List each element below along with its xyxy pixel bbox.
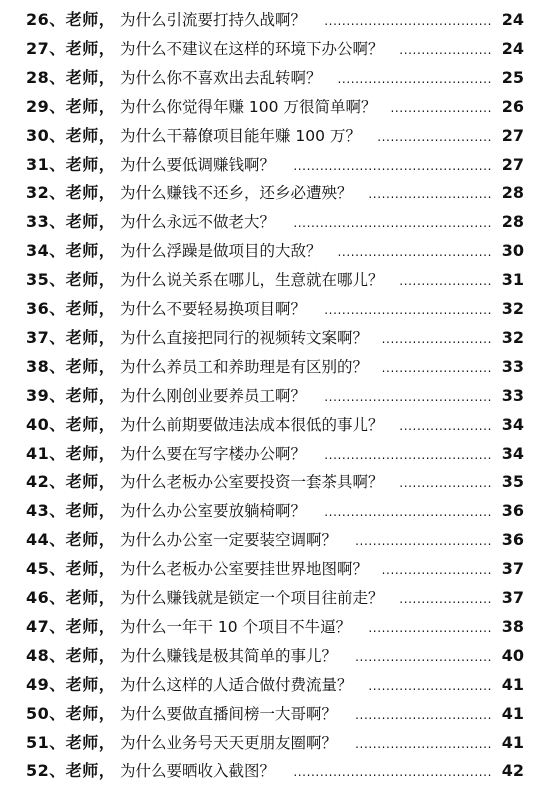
toc-entry-title: 为什么直接把同行的视频转文案啊？ xyxy=(120,328,369,347)
toc-entry-page-number: 40 xyxy=(501,645,524,665)
toc-entry-title: 为什么引流要打持久战啊？ xyxy=(120,11,307,29)
toc-entry-number: 36、老师， xyxy=(26,299,116,318)
toc-entry-number: 34、老师， xyxy=(26,241,116,261)
toc-entry[interactable] xyxy=(0,440,540,470)
toc-entry-number: 43、老师， xyxy=(26,501,116,521)
toc-dot-leader: ............................... xyxy=(355,707,492,722)
toc-entry-page-number: 24 xyxy=(501,10,524,29)
toc-dot-leader: ..................... xyxy=(399,42,492,57)
toc-entry-title: 为什么赚钱就是锁定一个项目往前走？ xyxy=(120,589,384,607)
toc-entry-number: 29、老师， xyxy=(26,96,116,116)
toc-entry-title: 为什么老板办公室要挂世界地图啊？ xyxy=(120,560,369,579)
toc-entry[interactable] xyxy=(0,122,540,152)
toc-entry[interactable] xyxy=(0,613,540,643)
toc-entry[interactable] xyxy=(0,237,540,267)
toc-entry[interactable] xyxy=(0,208,540,238)
toc-entry-page-number: 41 xyxy=(501,674,524,694)
toc-dot-leader: ......................... xyxy=(381,360,492,375)
toc-entry-number: 42、老师， xyxy=(26,472,116,492)
toc-entry-number: 27、老师， xyxy=(26,38,116,58)
toc-entry-title: 为什么业务号天天更朋友圈啊？ xyxy=(120,733,338,752)
toc-entry-page-number: 38 xyxy=(501,616,524,636)
toc-dot-leader: ...................................... xyxy=(324,447,492,462)
toc-dot-leader: ......................... xyxy=(381,563,492,578)
toc-entry-page-number: 41 xyxy=(501,703,524,723)
toc-entry-page-number: 27 xyxy=(501,125,524,145)
toc-entry-number: 35、老师， xyxy=(26,270,116,290)
toc-entry-title: 为什么一年干 10 个项目不牛逼？ xyxy=(120,617,352,636)
toc-dot-leader: ................................... xyxy=(337,245,492,260)
toc-entry-page-number: 32 xyxy=(501,299,524,318)
toc-entry[interactable] xyxy=(0,35,540,65)
toc-entry-title: 为什么刚创业要养员工啊？ xyxy=(120,386,307,405)
toc-entry-page-number: 37 xyxy=(501,559,524,579)
toc-entry-number: 52、老师， xyxy=(26,761,116,781)
toc-entry-number: 32、老师， xyxy=(26,183,116,203)
toc-entry[interactable] xyxy=(0,295,540,325)
toc-dot-leader: ..................... xyxy=(399,418,492,433)
toc-entry-page-number: 28 xyxy=(501,183,524,203)
toc-dot-leader: ............................... xyxy=(355,736,492,751)
toc-entry-number: 50、老师， xyxy=(26,703,116,723)
toc-entry-number: 28、老师， xyxy=(26,67,116,87)
toc-entry[interactable] xyxy=(0,64,540,94)
toc-entry-page-number: 34 xyxy=(501,443,524,463)
toc-entry-title: 为什么不要轻易换项目啊？ xyxy=(120,300,307,318)
toc-entry[interactable] xyxy=(0,179,540,209)
toc-entry[interactable] xyxy=(0,584,540,614)
toc-entry-title: 为什么不建议在这样的环境下办公啊？ xyxy=(120,39,384,58)
toc-entry-number: 26、老师， xyxy=(26,10,116,29)
toc-dot-leader: ............................... xyxy=(355,649,492,664)
toc-entry-title: 为什么永远不做老大？ xyxy=(120,213,276,232)
toc-entry-page-number: 33 xyxy=(501,356,524,376)
toc-dot-leader: ............................... xyxy=(355,534,492,549)
toc-entry[interactable] xyxy=(0,497,540,527)
toc-dot-leader: ............................................. xyxy=(293,158,492,173)
toc-entry-title: 为什么养员工和养助理是有区别的？ xyxy=(120,357,369,376)
toc-dot-leader: ..................... xyxy=(399,592,492,606)
toc-entry-title: 为什么要低调赚钱啊？ xyxy=(120,155,276,174)
toc-entry-page-number: 31 xyxy=(501,270,524,290)
toc-entry-page-number: 36 xyxy=(501,530,524,550)
toc-entry[interactable] xyxy=(0,266,540,296)
toc-entry-number: 37、老师， xyxy=(26,327,116,347)
toc-entry-number: 45、老师， xyxy=(26,559,116,579)
toc-entry-page-number: 41 xyxy=(501,732,524,752)
toc-entry[interactable] xyxy=(0,642,540,672)
toc-dot-leader: ............................ xyxy=(368,678,492,693)
toc-entry-title: 为什么浮躁是做项目的大敌？ xyxy=(120,242,322,261)
toc-dot-leader: .......................... xyxy=(377,129,492,144)
toc-entry-page-number: 30 xyxy=(501,241,524,261)
toc-entry[interactable] xyxy=(0,324,540,354)
toc-entry-number: 47、老师， xyxy=(26,616,116,636)
toc-entry[interactable] xyxy=(0,757,540,787)
toc-entry[interactable] xyxy=(0,151,540,181)
toc-dot-leader: ...................................... xyxy=(324,389,492,404)
toc-dot-leader: ............................ xyxy=(368,620,492,635)
toc-entry-page-number: 26 xyxy=(501,96,524,116)
toc-entry-title: 为什么要在写字楼办公啊？ xyxy=(120,444,307,463)
toc-entry-page-number: 33 xyxy=(501,385,524,405)
toc-entry-title: 为什么说关系在哪儿，生意就在哪儿？ xyxy=(120,271,384,290)
toc-entry-number: 46、老师， xyxy=(26,588,116,607)
toc-entry[interactable] xyxy=(0,382,540,412)
toc-entry-page-number: 25 xyxy=(501,67,524,87)
toc-entry-page-number: 35 xyxy=(501,472,524,492)
toc-dot-leader: ..................... xyxy=(399,476,492,491)
toc-dot-leader: ....................... xyxy=(390,100,492,115)
toc-entry-title: 为什么你觉得年赚 100 万很简单啊？ xyxy=(120,97,377,116)
toc-entry-number: 48、老师， xyxy=(26,645,116,665)
toc-entry-page-number: 24 xyxy=(501,38,524,58)
toc-entry[interactable] xyxy=(0,729,540,759)
toc-entry-page-number: 34 xyxy=(501,414,524,434)
toc-entry-title: 为什么前期要做违法成本很低的事儿？ xyxy=(120,415,384,434)
toc-entry-number: 44、老师， xyxy=(26,530,116,550)
toc-entry[interactable] xyxy=(0,700,540,730)
toc-entry[interactable] xyxy=(0,411,540,441)
toc-entry-number: 30、老师， xyxy=(26,125,116,145)
toc-entry-title: 为什么赚钱不还乡，还乡必遭殃？ xyxy=(120,184,353,203)
toc-dot-leader: ...................................... xyxy=(324,505,492,520)
toc-entry[interactable] xyxy=(0,6,540,36)
toc-entry-page-number: 37 xyxy=(501,588,524,607)
toc-entry-title: 为什么办公室要放躺椅啊？ xyxy=(120,502,307,521)
toc-entry-page-number: 42 xyxy=(501,761,524,781)
toc-entry-title: 为什么干幕僚项目能年赚 100 万？ xyxy=(120,126,361,145)
toc-dot-leader: ..................... xyxy=(399,274,492,289)
toc-entry-page-number: 32 xyxy=(501,327,524,347)
toc-entry-number: 41、老师， xyxy=(26,443,116,463)
toc-entry-number: 40、老师， xyxy=(26,414,116,434)
toc-entry[interactable] xyxy=(0,353,540,383)
toc-dot-leader: ...................................... xyxy=(324,14,492,28)
toc-dot-leader: ................................... xyxy=(337,71,492,86)
toc-entry[interactable] xyxy=(0,671,540,701)
toc-entry[interactable] xyxy=(0,555,540,585)
toc-dot-leader: ............................................. xyxy=(293,216,492,231)
toc-entry[interactable] xyxy=(0,93,540,123)
toc-entry-title: 为什么办公室一定要装空调啊？ xyxy=(120,531,338,550)
toc-entry-title: 为什么你不喜欢出去乱转啊？ xyxy=(120,68,322,87)
toc-entry-title: 为什么要晒收入截图？ xyxy=(120,762,276,781)
toc-entry-page-number: 27 xyxy=(501,154,524,174)
toc-entry-number: 49、老师， xyxy=(26,674,116,694)
toc-entry[interactable] xyxy=(0,468,540,498)
toc-entry-title: 为什么老板办公室要投资一套茶具啊？ xyxy=(120,473,384,492)
toc-dot-leader: ............................................. xyxy=(293,765,492,780)
toc-dot-leader: ......................... xyxy=(381,331,492,346)
toc-entry-title: 为什么要做直播间榜一大哥啊？ xyxy=(120,704,338,723)
toc-entry-title: 为什么赚钱是极其简单的事儿？ xyxy=(120,646,338,665)
toc-entry-page-number: 36 xyxy=(501,501,524,521)
toc-entry-page-number: 28 xyxy=(501,212,524,232)
toc-dot-leader: ............................ xyxy=(368,187,492,202)
toc-entry[interactable] xyxy=(0,526,540,556)
toc-entry-number: 51、老师， xyxy=(26,732,116,752)
toc-entry-number: 38、老师， xyxy=(26,356,116,376)
toc-dot-leader: ...................................... xyxy=(324,303,492,317)
toc-entry-number: 39、老师， xyxy=(26,385,116,405)
toc-entry-number: 31、老师， xyxy=(26,154,116,174)
toc-entry-number: 33、老师， xyxy=(26,212,116,232)
toc-entry-title: 为什么这样的人适合做付费流量？ xyxy=(120,675,353,694)
